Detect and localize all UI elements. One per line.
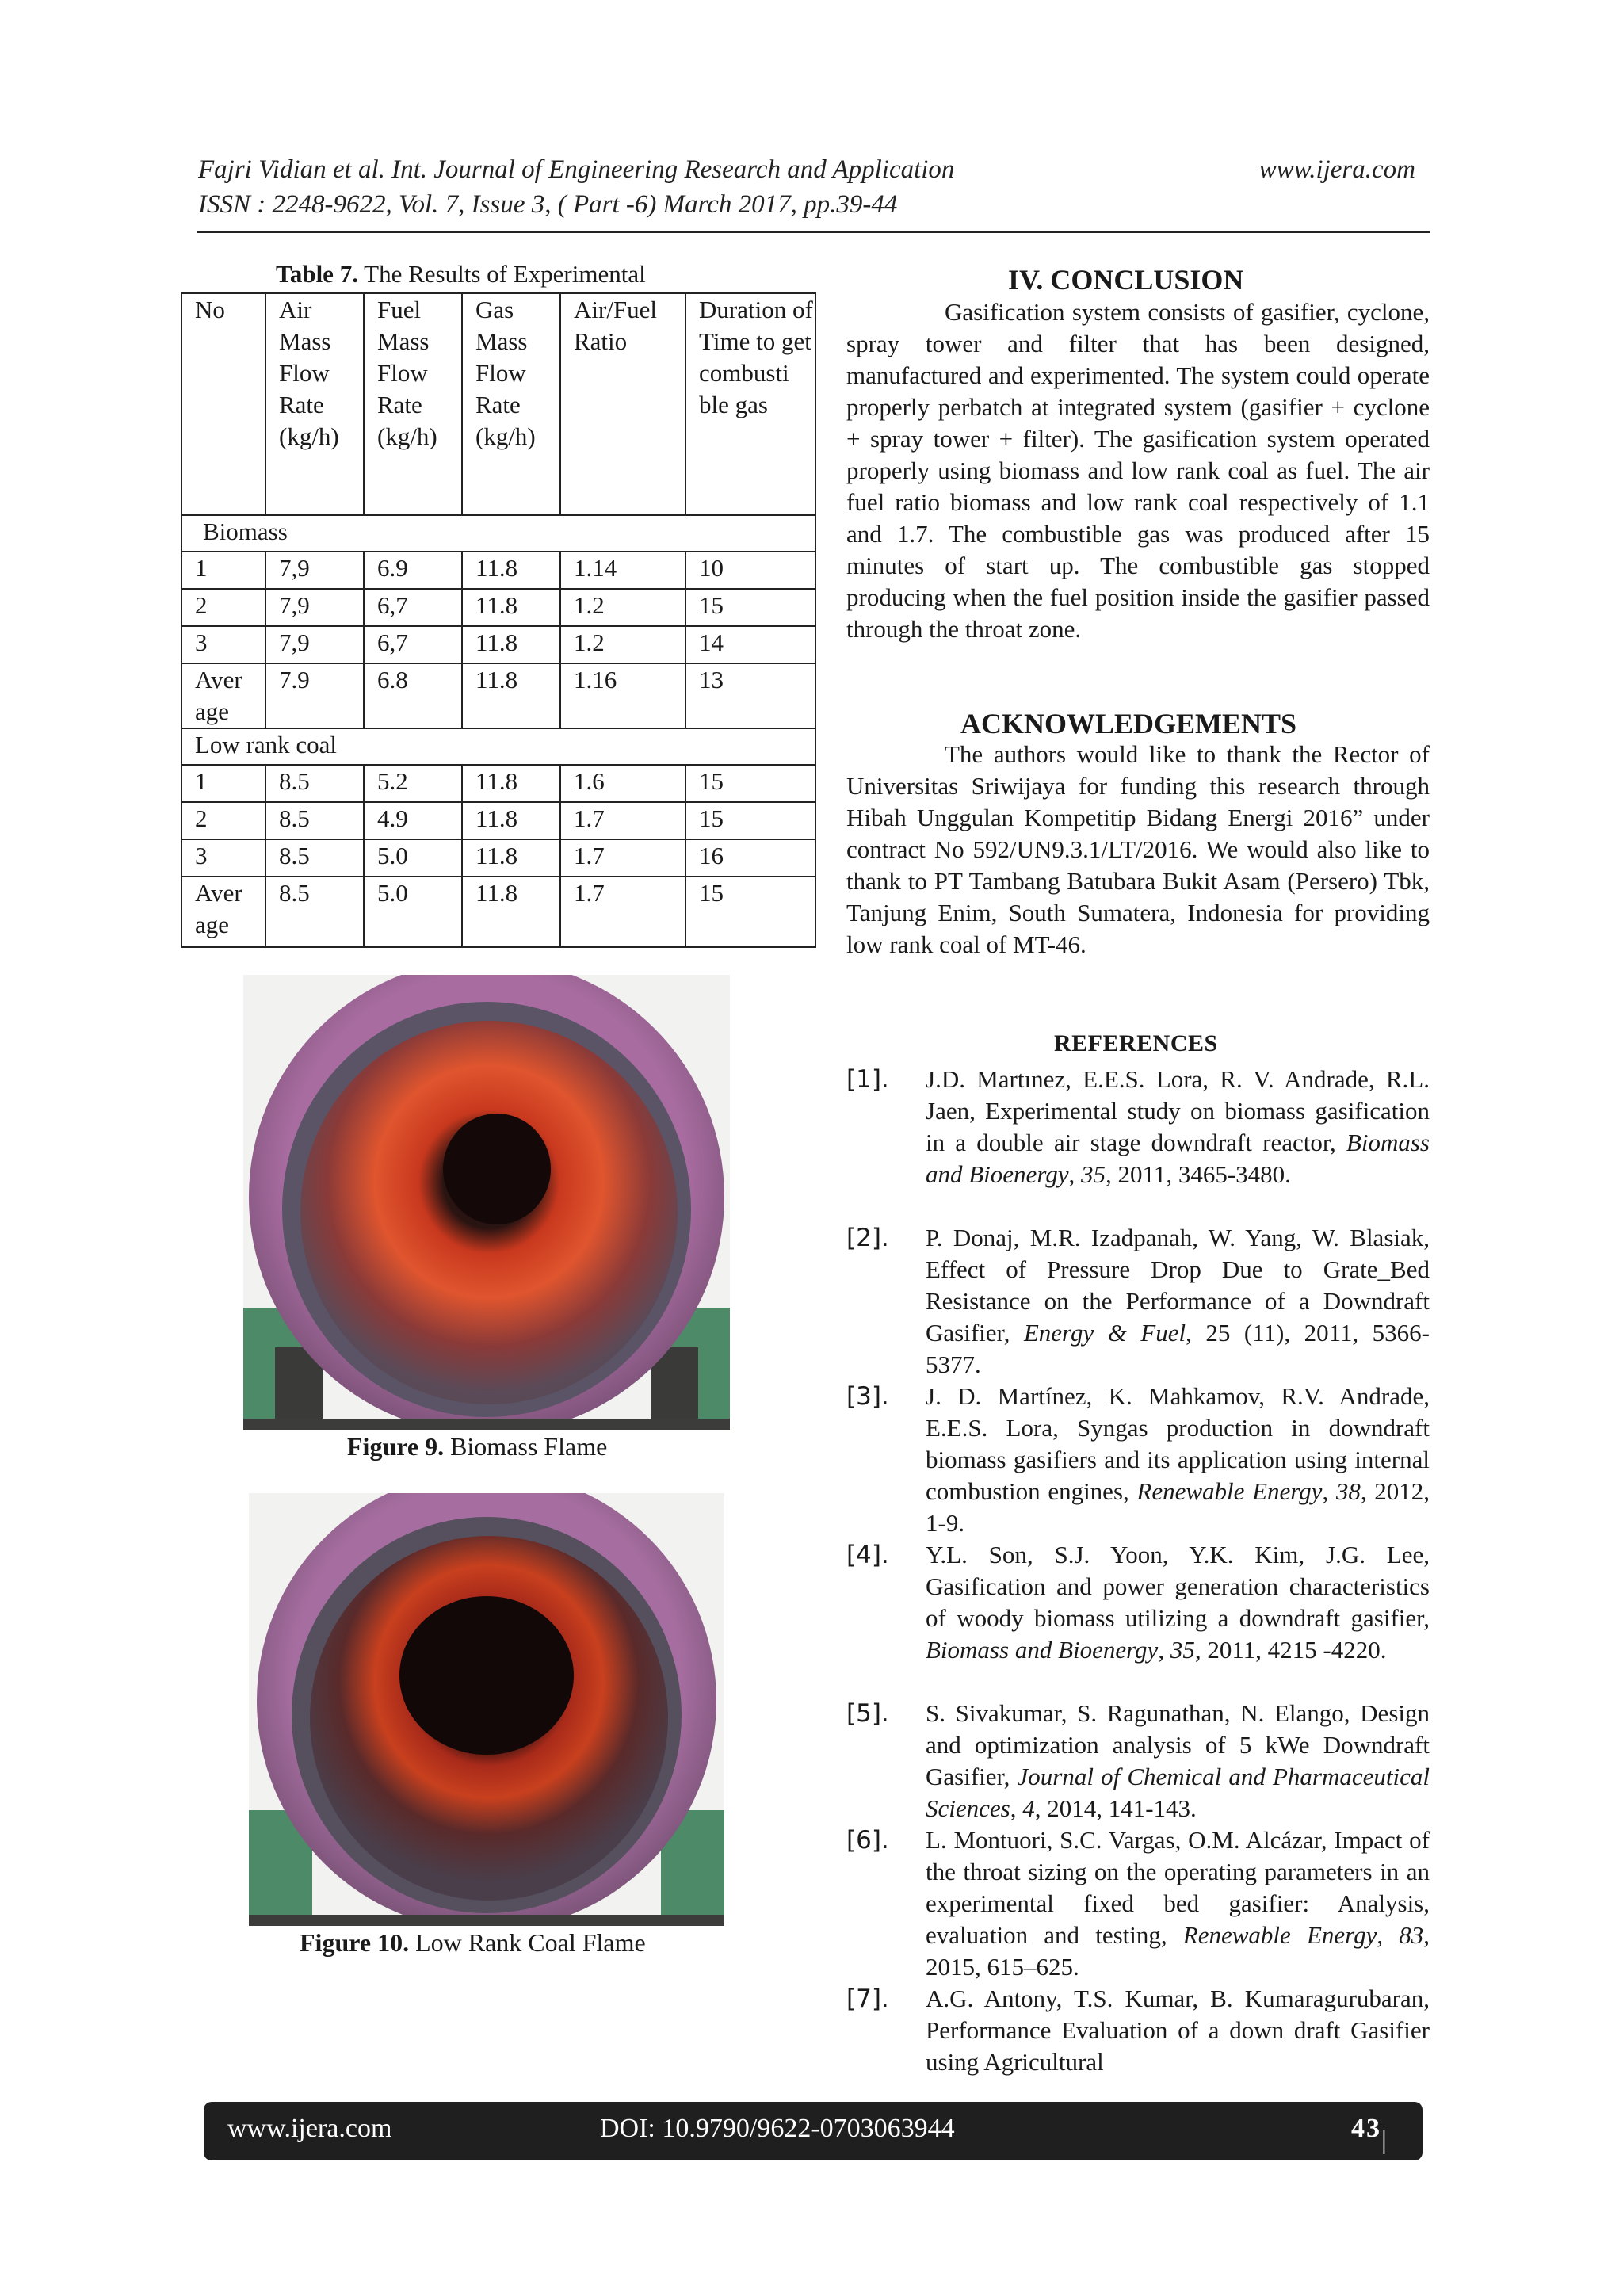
reference-item: [7]. A.G. Antony, T.S. Kumar, B. Kumaragurubaran, Performance Evaluation of a down draft Gasifier using Agricultural [846,1985,1430,2076]
table-row [181,765,815,802]
reference-number: [5]. [846,1699,889,1728]
header-cell: Gas Mass Flow Rate (kg/h) [462,293,560,515]
conclusion-paragraph: Gasification system consists of gasifier, cyclone, spray tower and filter that has been designed, manufactured and experimented. The system could operate properly perbatch at integrated system (gasifier + cyclone + spray tower + filter). The gasification system operated properly using biomass and low rank coal as fuel. The air fuel ratio biomass and low rank coal respectively of 1.1 and 1.7. The combustible gas was produced after 15 minutes of start up. The combustible gas stopped producing when the fuel position inside the gasifier passed through the throat zone. [846,298,1430,643]
table-row [181,663,815,728]
group-label: Low rank coal [181,728,815,765]
table-cell: 13 [685,663,815,728]
reference-item: [3]. J. D. Martínez, K. Mahkamov, R.V. Andrade, E.E.S. Lora, Syngas production in downdraft biomass gasifiers and its application using internal combustion engines, Renewable Energy, 38, 2012, 1-9. [846,1382,1430,1537]
table-cell: 11.8 [462,839,560,877]
table-cell: 5.2 [364,765,462,802]
table-row [181,877,815,947]
table-cell: 5.0 [364,877,462,947]
table-cell: 11.8 [462,877,560,947]
footer-url[interactable]: www.ijera.com [227,2114,392,2143]
table-cell: 1 [181,765,265,802]
table-cell: 1.6 [560,765,685,802]
reference-item: [6]. L. Montuori, S.C. Vargas, O.M. Alcázar, Impact of the throat sizing on the operating parameters in an experimental fixed bed gasifier: Analysis, evaluation and testing, Renewable Energy, 83, 2015, 615–625. [846,1826,1430,1981]
table-cell: 4.9 [364,802,462,839]
reference-item: [2]. P. Donaj, M.R. Izadpanah, W. Yang, W. Blasiak, Effect of Pressure Drop Due to Grate_Bed Resistance on the Performance of a Downdraft Gasifier, Energy & Fuel, 25 (11), 2011, 5366-5377. [846,1224,1430,1378]
table-cell: 11.8 [462,663,560,728]
table-cell: 11.8 [462,802,560,839]
header-rule [197,231,1430,233]
table-cell: Aver age [181,877,265,947]
group-row [181,515,815,552]
table-row [181,839,815,877]
table-cell: 1.14 [560,552,685,589]
acknowledgements-paragraph: The authors would like to thank the Rector of Universitas Sriwijaya for funding this research through Hibah Unggulan Kompetitip Bidang Energi 2016” under contract No 592/UN9.3.1/LT/2016. We would also like to thank to PT Tambang Batubara Bukit Asam (Persero) Tbk, Tanjung Enim, South Sumatera, Indonesia for providing low rank coal of MT-46. [846,740,1430,958]
table-header-row [181,293,815,515]
table-cell: 1 [181,552,265,589]
table-cell: 2 [181,802,265,839]
table-cell: 6.8 [364,663,462,728]
biomass-flame-photo [243,975,730,1430]
table-cell: 10 [685,552,815,589]
conclusion-heading: IV. CONCLUSION [1008,264,1244,296]
table-cell: 7.9 [265,663,364,728]
page-footer [204,2102,1423,2275]
reference-number: [3]. [846,1382,889,1411]
table-cell: 1.7 [560,839,685,877]
table-cell: 7,9 [265,552,364,589]
journal-citation: Fajri Vidian et al. Int. Journal of Engineering Research and Application [198,155,955,184]
table-cell: 11.8 [462,765,560,802]
coal-flame-photo [249,1493,724,1926]
table-cell: 6,7 [364,626,462,663]
table-cell: 16 [685,839,815,877]
reference-item: [5]. S. Sivakumar, S. Ragunathan, N. Elango, Design and optimization analysis of 5 kWe Downdraft Gasifier, Journal of Chemical and Pharmaceutical Sciences, 4, 2014, 141-143. [846,1699,1430,1822]
table-cell: 1.16 [560,663,685,728]
header-cell: Fuel Mass Flow Rate (kg/h) [364,293,462,515]
reference-number: [4]. [846,1541,889,1569]
group-label: Biomass [181,515,815,552]
reference-number: [7]. [846,1985,889,2013]
table-cell: 3 [181,839,265,877]
table-cell: 8.5 [265,765,364,802]
page-number: 43 | P a g e [1351,2114,1397,2275]
table-cell: 2 [181,589,265,626]
table-cell: 6,7 [364,589,462,626]
table-cell: 7,9 [265,589,364,626]
table-cell: 14 [685,626,815,663]
issn-line: ISSN : 2248-9622, Vol. 7, Issue 3, ( Part -6) March 2017, pp.39-44 [198,190,898,219]
figure-10-caption: Figure 10. Low Rank Coal Flame [300,1928,646,1957]
header-cell: Air/Fuel Ratio [560,293,685,515]
table-cell: 1.2 [560,589,685,626]
table-cell: 1.7 [560,877,685,947]
table-cell: 1.7 [560,802,685,839]
table-cell: 11.8 [462,552,560,589]
reference-item: [1]. J.D. Martınez, E.E.S. Lora, R. V. Andrade, R.L. Jaen, Experimental study on biomass gasification in a double air stage downdraft reactor, Biomass and Bioenergy, 35, 2011, 3465-3480. [846,1065,1430,1188]
table-cell: 15 [685,589,815,626]
reference-number: [6]. [846,1826,889,1855]
reference-number: [2]. [846,1224,889,1252]
references-heading: REFERENCES [1054,1030,1218,1056]
reference-item: [4]. Y.L. Son, S.J. Yoon, Y.K. Kim, J.G. Lee, Gasification and power generation characteristics of woody biomass utilizing a downdraft gasifier, Biomass and Bioenergy, 35, 2011, 4215 -4220. [846,1541,1430,1664]
table-caption: Table 7. The Results of Experimental [276,260,646,288]
footer-doi[interactable]: DOI: 10.9790/9622-0703063944 [600,2114,955,2143]
table-row [181,552,815,589]
table-cell: 1.2 [560,626,685,663]
table-cell: 15 [685,802,815,839]
header-cell: Air Mass Flow Rate (kg/h) [265,293,364,515]
table-cell: 8.5 [265,802,364,839]
table-row [181,589,815,626]
table-cell: 8.5 [265,877,364,947]
table-cell: 7,9 [265,626,364,663]
journal-url[interactable]: www.ijera.com [1258,155,1415,184]
table-cell: 11.8 [462,626,560,663]
table-cell: 15 [685,765,815,802]
reference-number: [1]. [846,1065,889,1094]
table-cell: 5.0 [364,839,462,877]
results-table [181,292,816,948]
table-cell: Aver age [181,663,265,728]
group-row [181,728,815,765]
table-row [181,802,815,839]
table-cell: 15 [685,877,815,947]
table-cell: 6.9 [364,552,462,589]
table-cell: 8.5 [265,839,364,877]
header-cell: No [181,293,265,515]
acknowledgements-heading: ACKNOWLEDGEMENTS [960,708,1297,739]
table-cell: 11.8 [462,589,560,626]
figure-9-caption: Figure 9. Biomass Flame [347,1432,608,1461]
table-row [181,626,815,663]
table-cell: 3 [181,626,265,663]
header-cell: Duration of Time to get combusti ble gas [685,293,815,515]
